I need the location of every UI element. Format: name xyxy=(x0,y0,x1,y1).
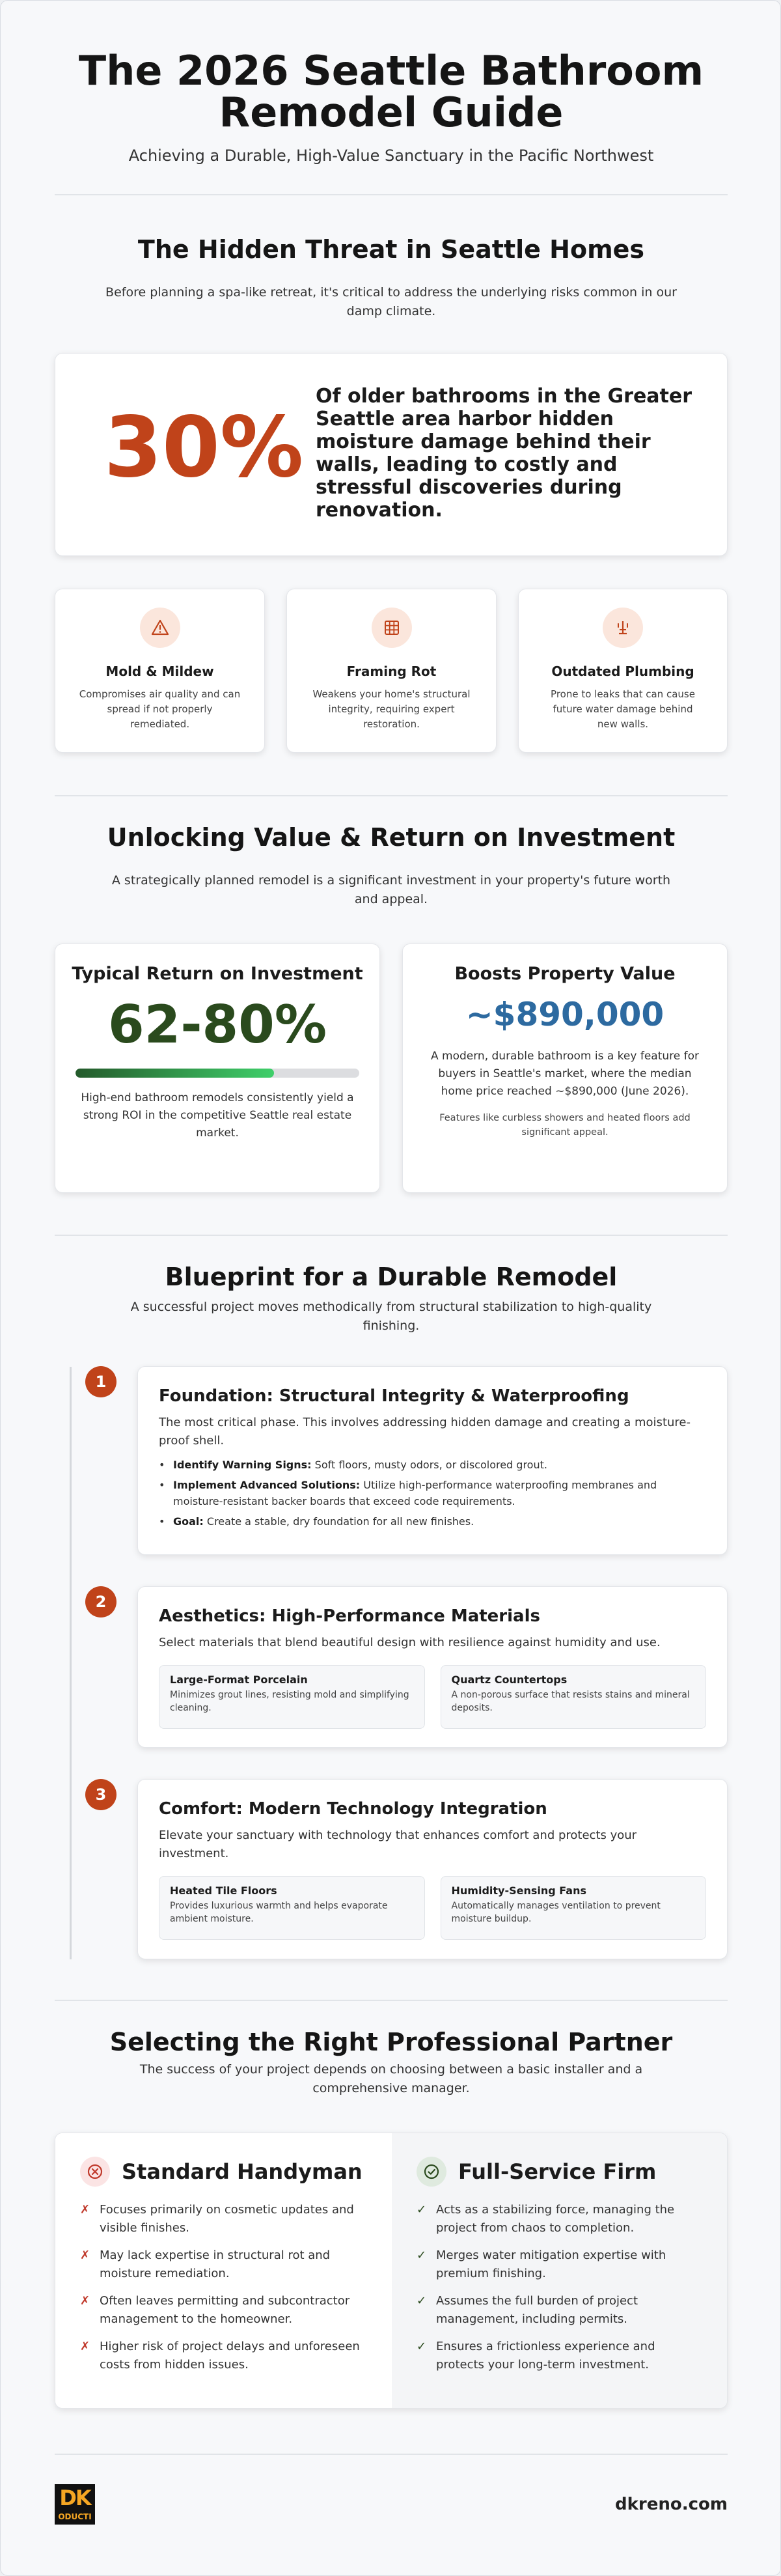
roi-title: Typical Return on Investment xyxy=(72,964,363,984)
feature-desc: Minimizes grout lines, resisting mold and simplifying cleaning. xyxy=(170,1690,409,1713)
risk-title: Mold & Mildew xyxy=(105,664,214,679)
risk-title: Outdated Plumbing xyxy=(551,664,694,679)
risk-card-rot xyxy=(286,589,497,753)
divider xyxy=(55,2454,728,2455)
check-circle-icon xyxy=(417,2157,446,2187)
firm-header xyxy=(417,2157,704,2187)
roi-card xyxy=(55,944,380,1193)
feature-tile xyxy=(441,1665,707,1729)
step-title: Aesthetics: High-Performance Materials xyxy=(159,1606,540,1626)
step-card-foundation xyxy=(137,1366,728,1555)
list-item-text: Often leaves permitting and subcontractor management to the homeowner. xyxy=(100,2294,350,2326)
handyman-title: Standard Handyman xyxy=(122,2159,363,2184)
firm-column xyxy=(392,2133,728,2409)
bullet-text: Create a stable, dry foundation for all new finishes. xyxy=(203,1515,474,1528)
handyman-column xyxy=(55,2133,392,2409)
handyman-list xyxy=(80,2201,367,2374)
website-link[interactable]: dkreno.com xyxy=(615,2495,728,2514)
feature-row xyxy=(159,1665,706,1729)
threat-section-header xyxy=(55,235,728,321)
page-title-line1: The 2026 Seattle Bathroom xyxy=(78,47,704,94)
feature-title: Large-Format Porcelain xyxy=(170,1673,308,1686)
list-item xyxy=(417,2292,704,2329)
list-item xyxy=(417,2338,704,2374)
check-icon: ✓ xyxy=(417,2248,427,2262)
list-item-text: Assumes the full burden of project management, including permits. xyxy=(436,2294,638,2326)
handyman-header xyxy=(80,2157,367,2187)
threat-heading: The Hidden Threat in Seattle Homes xyxy=(137,235,645,264)
risk-desc: Weakens your home's structural integrity, requiring expert restoration. xyxy=(312,688,471,730)
blueprint-intro: A successful project moves methodically from structural stabilization to high-quality finishing. xyxy=(130,1300,652,1333)
property-value-card xyxy=(402,944,728,1193)
feature-title: Quartz Countertops xyxy=(451,1673,568,1686)
feature-desc: Automatically manages ventilation to prevent moisture buildup. xyxy=(451,1901,661,1924)
feature-tile xyxy=(441,1876,707,1940)
header xyxy=(55,47,728,165)
property-title: Boosts Property Value xyxy=(454,964,676,984)
divider xyxy=(55,1235,728,1236)
pipe-leak-icon xyxy=(603,608,643,648)
warning-icon xyxy=(140,608,180,648)
bullet-label: Implement Advanced Solutions: xyxy=(173,1479,361,1491)
list-item xyxy=(80,2292,367,2329)
page-title xyxy=(55,47,728,136)
bullet-text: Soft floors, musty odors, or discolored grout. xyxy=(311,1459,547,1471)
company-logo xyxy=(55,2484,95,2525)
blueprint-section-header xyxy=(55,1263,728,1336)
stat-value: 30% xyxy=(103,399,304,496)
property-desc: A modern, durable bathroom is a key feature for buyers in Seattle's market, where the median home price reached ~$890,000 (June 2026). xyxy=(430,1050,700,1098)
value-intro: A strategically planned remodel is a significant investment in your property's future worth and appeal. xyxy=(111,873,671,906)
firm-list xyxy=(417,2201,704,2374)
list-item-text: Focuses primarily on cosmetic updates and visible finishes. xyxy=(100,2203,354,2235)
threat-intro: Before planning a spa-like retreat, it's critical to address the underlying risks common in our damp climate. xyxy=(105,285,677,318)
list-item xyxy=(80,2201,367,2237)
property-value: ~$890,000 xyxy=(465,996,665,1033)
roi-value: 62-80% xyxy=(107,994,327,1055)
list-item-text: Merges water mitigation expertise with premium finishing. xyxy=(436,2248,666,2280)
bullet-label: Goal: xyxy=(173,1515,204,1528)
close-circle-icon xyxy=(80,2157,110,2187)
list-item: • Implement Advanced Solutions: Utilize high-performance waterproofing membranes and moisture-resistant backer boards that exceed code requirements. xyxy=(159,1479,657,1507)
value-section-header xyxy=(55,823,728,909)
step-desc: Elevate your sanctuary with technology that enhances comfort and protects your investment. xyxy=(159,1828,637,1860)
moisture-stat-card xyxy=(55,353,728,556)
cross-icon: ✗ xyxy=(80,2248,90,2262)
divider xyxy=(55,194,728,195)
cross-icon: ✗ xyxy=(80,2340,90,2353)
feature-row xyxy=(159,1876,706,1940)
bullet-label: Identify Warning Signs: xyxy=(173,1459,312,1471)
list-item xyxy=(417,2201,704,2237)
partner-heading: Selecting the Right Professional Partner xyxy=(109,2028,673,2056)
roi-progress-bar xyxy=(75,1069,359,1078)
feature-desc: Provides luxurious warmth and helps evaporate ambient moisture. xyxy=(170,1901,388,1924)
check-icon: ✓ xyxy=(417,2203,427,2217)
firm-title: Full-Service Firm xyxy=(458,2159,657,2184)
feature-title: Humidity-Sensing Fans xyxy=(451,1884,586,1897)
stat-text: Of older bathrooms in the Greater Seattle area harbor hidden moisture damage behind their walls, leading to costly and stressful discoveries during renovation. xyxy=(316,385,692,522)
list-item xyxy=(80,2338,367,2374)
list-item-text: Higher risk of project delays and unforeseen costs from hidden issues. xyxy=(100,2340,360,2372)
property-note: Features like curbless showers and heated floors add significant appeal. xyxy=(439,1113,691,1138)
partner-intro: The success of your project depends on choosing between a basic installer and a comprehensive manager. xyxy=(139,2062,643,2095)
step-title: Foundation: Structural Integrity & Waterproofing xyxy=(159,1386,629,1406)
step-desc: The most critical phase. This involves addressing hidden damage and creating a moisture-proof shell. xyxy=(159,1416,691,1448)
step-number: 2 xyxy=(85,1586,116,1617)
step-desc: Select materials that blend beautiful design with resilience against humidity and use. xyxy=(159,1636,661,1649)
risk-title: Framing Rot xyxy=(346,664,437,679)
list-item xyxy=(417,2247,704,2283)
divider xyxy=(55,795,728,796)
step-bullets xyxy=(159,1457,706,1530)
check-icon: ✓ xyxy=(417,2294,427,2308)
list-item-text: Ensures a frictionless experience and protects your long-term investment. xyxy=(436,2340,655,2372)
partner-section-header xyxy=(55,2028,728,2098)
feature-tile xyxy=(159,1876,425,1940)
feature-title: Heated Tile Floors xyxy=(170,1884,277,1897)
logo-letters: DK xyxy=(59,2485,90,2510)
frame-grid-icon xyxy=(372,608,412,648)
step-title: Comfort: Modern Technology Integration xyxy=(159,1799,547,1819)
step-number: 3 xyxy=(85,1779,116,1810)
divider xyxy=(55,2000,728,2001)
cross-icon: ✗ xyxy=(80,2294,90,2308)
step-card-aesthetics xyxy=(137,1586,728,1748)
roi-desc: High-end bathroom remodels consistently yield a strong ROI in the competitive Seattle real estate market. xyxy=(81,1091,354,1140)
bullet-text: Utilize high-performance waterproofing membranes and moisture-resistant backer boards that exceed code requirements. xyxy=(173,1479,657,1507)
check-icon: ✓ xyxy=(417,2340,427,2353)
list-item: • Identify Warning Signs: Soft floors, musty odors, or discolored grout. xyxy=(159,1459,547,1471)
list-item xyxy=(80,2247,367,2283)
value-heading: Unlocking Value & Return on Investment xyxy=(107,823,676,852)
list-item-text: May lack expertise in structural rot and moisture remediation. xyxy=(100,2248,331,2280)
risk-card-plumbing xyxy=(518,589,728,753)
page-subtitle: Achieving a Durable, High-Value Sanctuary in the Pacific Northwest xyxy=(128,147,654,165)
partner-comparison-card xyxy=(55,2133,728,2409)
list-item-text: Acts as a stabilizing force, managing the project from chaos to completion. xyxy=(436,2203,675,2235)
blueprint-heading: Blueprint for a Durable Remodel xyxy=(165,1263,618,1291)
logo-subtext: ODUCTI xyxy=(58,2512,92,2521)
feature-tile xyxy=(159,1665,425,1729)
cross-icon: ✗ xyxy=(80,2203,90,2217)
step-number: 1 xyxy=(85,1366,116,1397)
feature-desc: A non-porous surface that resists stains and mineral deposits. xyxy=(451,1690,690,1713)
risk-desc: Compromises air quality and can spread if not properly remediated. xyxy=(79,688,241,730)
risk-card-mold xyxy=(55,589,265,753)
page-title-line2: Remodel Guide xyxy=(219,89,564,136)
risk-desc: Prone to leaks that can cause future water damage behind new walls. xyxy=(551,688,695,730)
timeline-line xyxy=(70,1367,72,1959)
step-card-comfort xyxy=(137,1779,728,1959)
roi-progress-fill xyxy=(75,1069,274,1078)
footer xyxy=(55,2482,728,2527)
list-item: • Goal: Create a stable, dry foundation for all new finishes. xyxy=(159,1515,474,1528)
